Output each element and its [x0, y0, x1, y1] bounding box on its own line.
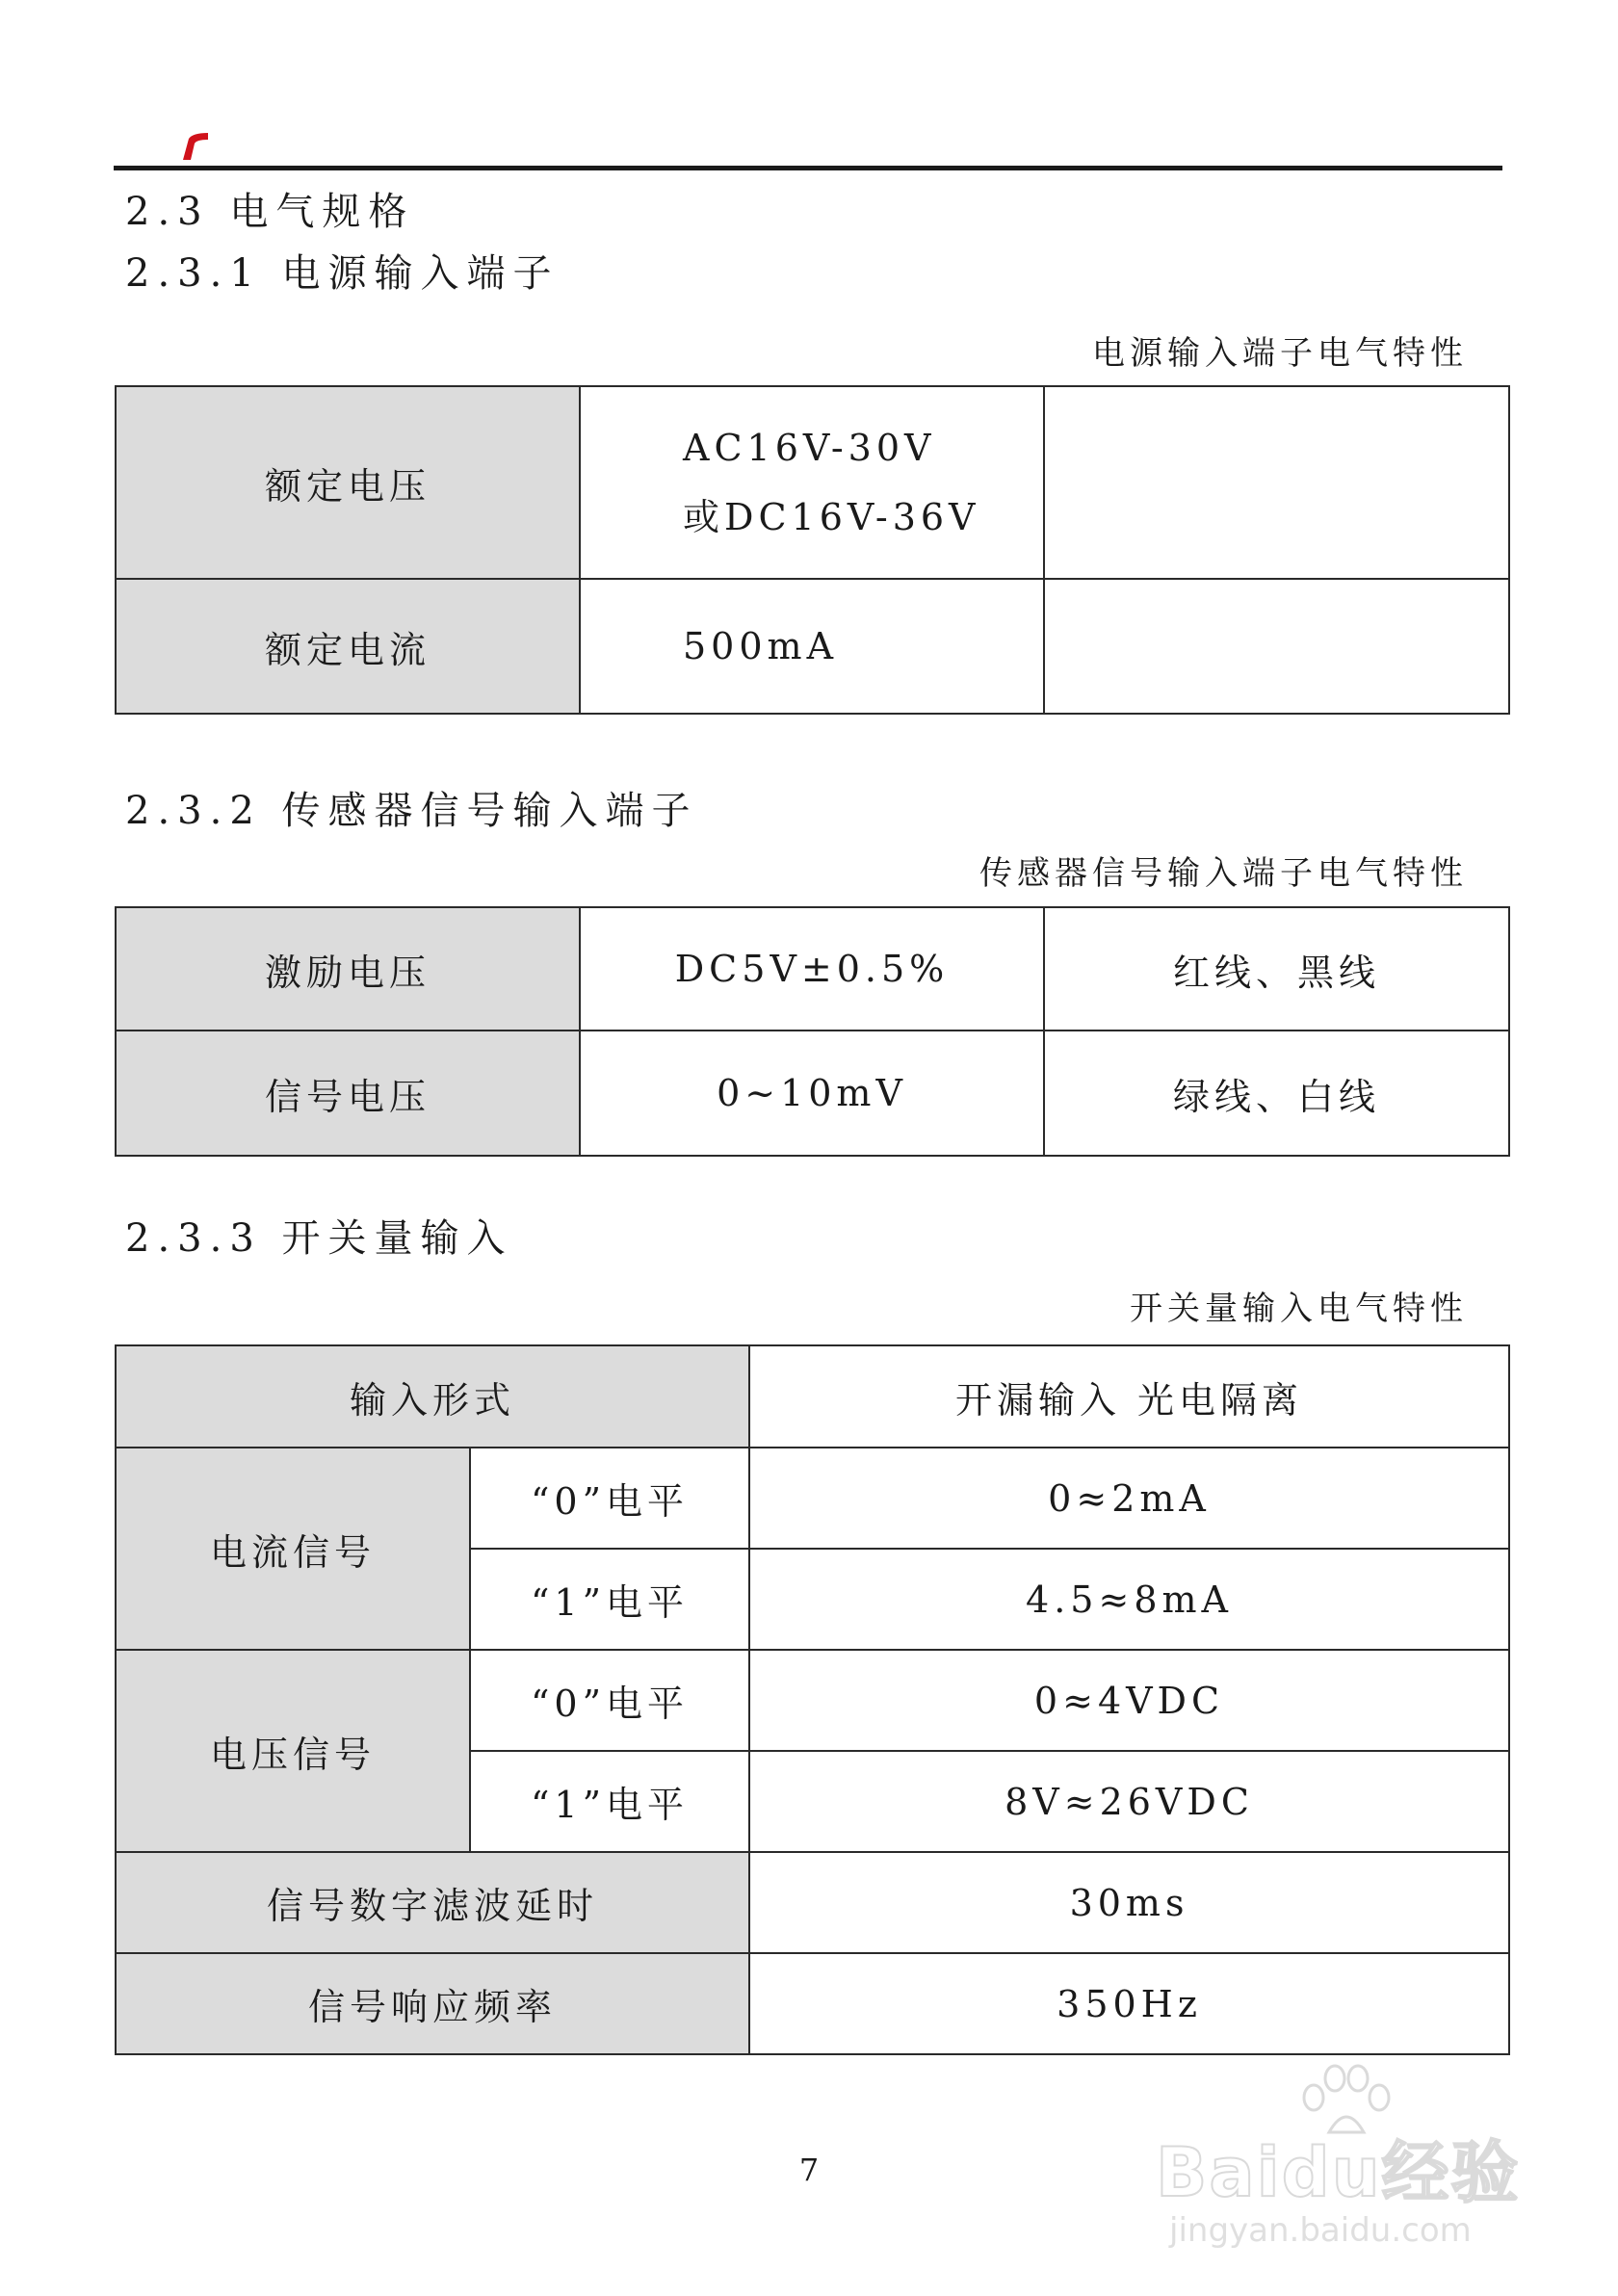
header-rule	[114, 166, 1502, 170]
current-level-1-value: 4.5≈8mA	[749, 1549, 1509, 1650]
watermark-brand: Baidu经验	[1156, 2133, 1521, 2212]
excitation-voltage-label: 激励电压	[116, 907, 580, 1031]
rated-current-value: 500mA	[580, 579, 1044, 714]
table-caption-switch-input: 开关量输入电气特性	[1130, 1290, 1468, 1328]
section-title-2-3-3: 2.3.3 开关量输入	[125, 1216, 513, 1261]
table-caption-sensor-input: 传感器信号输入端子电气特性	[979, 854, 1468, 893]
table-row	[116, 386, 1509, 579]
signal-voltage-wires: 绿线、白线	[1044, 1031, 1509, 1156]
current-level-0-label: “0”电平	[470, 1448, 749, 1549]
rated-voltage-dc: 或DC16V-36V	[683, 496, 980, 538]
filter-delay-value: 30ms	[749, 1852, 1509, 1953]
rated-voltage-label: 额定电压	[116, 386, 580, 579]
voltage-level-1-value: 8V≈26VDC	[749, 1751, 1509, 1852]
section-title-2-3: 2.3 电气规格	[125, 190, 415, 234]
filter-delay-label: 信号数字滤波延时	[116, 1852, 749, 1953]
table-row	[116, 579, 1509, 714]
voltage-signal-label: 电压信号	[116, 1650, 470, 1852]
rated-current-note	[1044, 579, 1509, 714]
response-frequency-label: 信号响应频率	[116, 1953, 749, 2054]
current-level-0-value: 0≈2mA	[749, 1448, 1509, 1549]
brand-logo-mark-icon	[179, 131, 210, 162]
table-row	[116, 1953, 1509, 2054]
table-row	[116, 907, 1509, 1031]
input-form-label: 输入形式	[116, 1345, 749, 1448]
excitation-voltage-value: DC5V±0.5%	[580, 907, 1044, 1031]
voltage-level-0-value: 0≈4VDC	[749, 1650, 1509, 1751]
rated-voltage-ac: AC16V-30V	[683, 427, 936, 469]
rated-current-label: 额定电流	[116, 579, 580, 714]
rated-voltage-value	[580, 386, 1044, 579]
input-form-value: 开漏输入 光电隔离	[749, 1345, 1509, 1448]
voltage-level-0-label: “0”电平	[470, 1650, 749, 1751]
power-input-table	[115, 385, 1510, 715]
voltage-level-1-label: “1”电平	[470, 1751, 749, 1852]
table-row	[116, 1345, 1509, 1448]
rated-voltage-note	[1044, 386, 1509, 579]
baidu-watermark	[1148, 2059, 1543, 2261]
signal-voltage-value: 0~10mV	[580, 1031, 1044, 1156]
section-title-2-3-1: 2.3.1 电源输入端子	[125, 251, 560, 296]
table-row	[116, 1031, 1509, 1156]
sensor-input-table	[115, 906, 1510, 1157]
switch-input-table	[115, 1344, 1510, 2055]
table-caption-power-input: 电源输入端子电气特性	[1092, 334, 1468, 373]
watermark-url: jingyan.baidu.com	[1169, 2211, 1472, 2250]
response-frequency-value: 350Hz	[749, 1953, 1509, 2054]
current-level-1-label: “1”电平	[470, 1549, 749, 1650]
current-signal-label: 电流信号	[116, 1448, 470, 1650]
table-row	[116, 1650, 1509, 1751]
signal-voltage-label: 信号电压	[116, 1031, 580, 1156]
table-row	[116, 1448, 1509, 1549]
table-row	[116, 1852, 1509, 1953]
section-title-2-3-2: 2.3.2 传感器信号输入端子	[125, 789, 698, 833]
excitation-voltage-wires: 红线、黑线	[1044, 907, 1509, 1031]
page-number: 7	[798, 2152, 820, 2188]
